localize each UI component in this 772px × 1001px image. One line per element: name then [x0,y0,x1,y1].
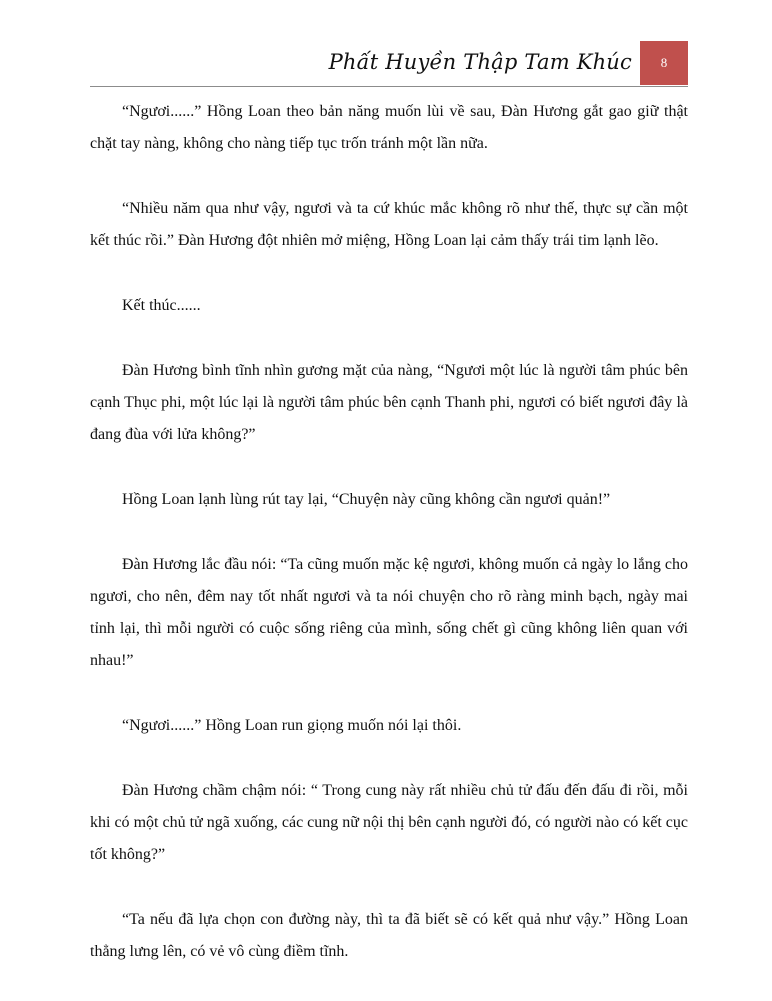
paragraph-4: Đàn Hương bình tĩnh nhìn gương mặt của nàng, “Ngươi một lúc là người tâm phúc bên cạnh Thục phi, một lúc lại là người tâm phúc bên cạnh Thanh phi, ngươi có biết ngươi đây là đang đùa với lửa không?” [90,362,688,443]
paragraph-7: “Ngươi......” Hồng Loan run giọng muốn nói lại thôi. [122,717,462,734]
header-divider [90,86,688,87]
paragraph-2: “Nhiều năm qua như vậy, ngươi và ta cứ khúc mắc không rõ như thế, thực sự cần một kết thúc rồi.” Đàn Hương đột nhiên mở miệng, Hồng Loan lại cảm thấy trái tim lạnh lẽo. [90,200,688,249]
paragraph-5: Hồng Loan lạnh lùng rút tay lại, “Chuyện này cũng không cần ngươi quản!” [122,491,611,508]
page-number-badge: 8 [640,41,688,85]
book-title: Phất Huyền Thập Tam Khúc [328,50,632,74]
paragraph-3: Kết thúc...... [122,297,201,314]
paragraph-6: Đàn Hương lắc đầu nói: “Ta cũng muốn mặc kệ ngươi, không muốn cả ngày lo lắng cho ngươi, cho nên, đêm nay tốt nhất ngươi và ta nói chuyện cho rõ ràng minh bạch, ngày mai tỉnh lại, thì mỗi người có cuộc sống riêng của mình, sống chết gì cũng không liên quan với nhau!” [90,556,688,669]
page-header [0,36,772,88]
paragraph-9: “Ta nếu đã lựa chọn con đường này, thì ta đã biết sẽ có kết quả như vậy.” Hồng Loan thẳng lưng lên, có vẻ vô cùng điềm tĩnh. [90,911,688,960]
paragraph-8: Đàn Hương chầm chậm nói: “ Trong cung này rất nhiều chủ tử đấu đến đấu đi rồi, mỗi khi có một chủ tử ngã xuống, các cung nữ nội thị bên cạnh người đó, có người nào có kết cục tốt không?” [90,782,688,863]
page-body [90,96,688,1001]
paragraph-1: “Ngươi......” Hồng Loan theo bản năng muốn lùi về sau, Đàn Hương gắt gao giữ thật chặt tay nàng, không cho nàng tiếp tục trốn tránh một lần nữa. [90,103,688,152]
